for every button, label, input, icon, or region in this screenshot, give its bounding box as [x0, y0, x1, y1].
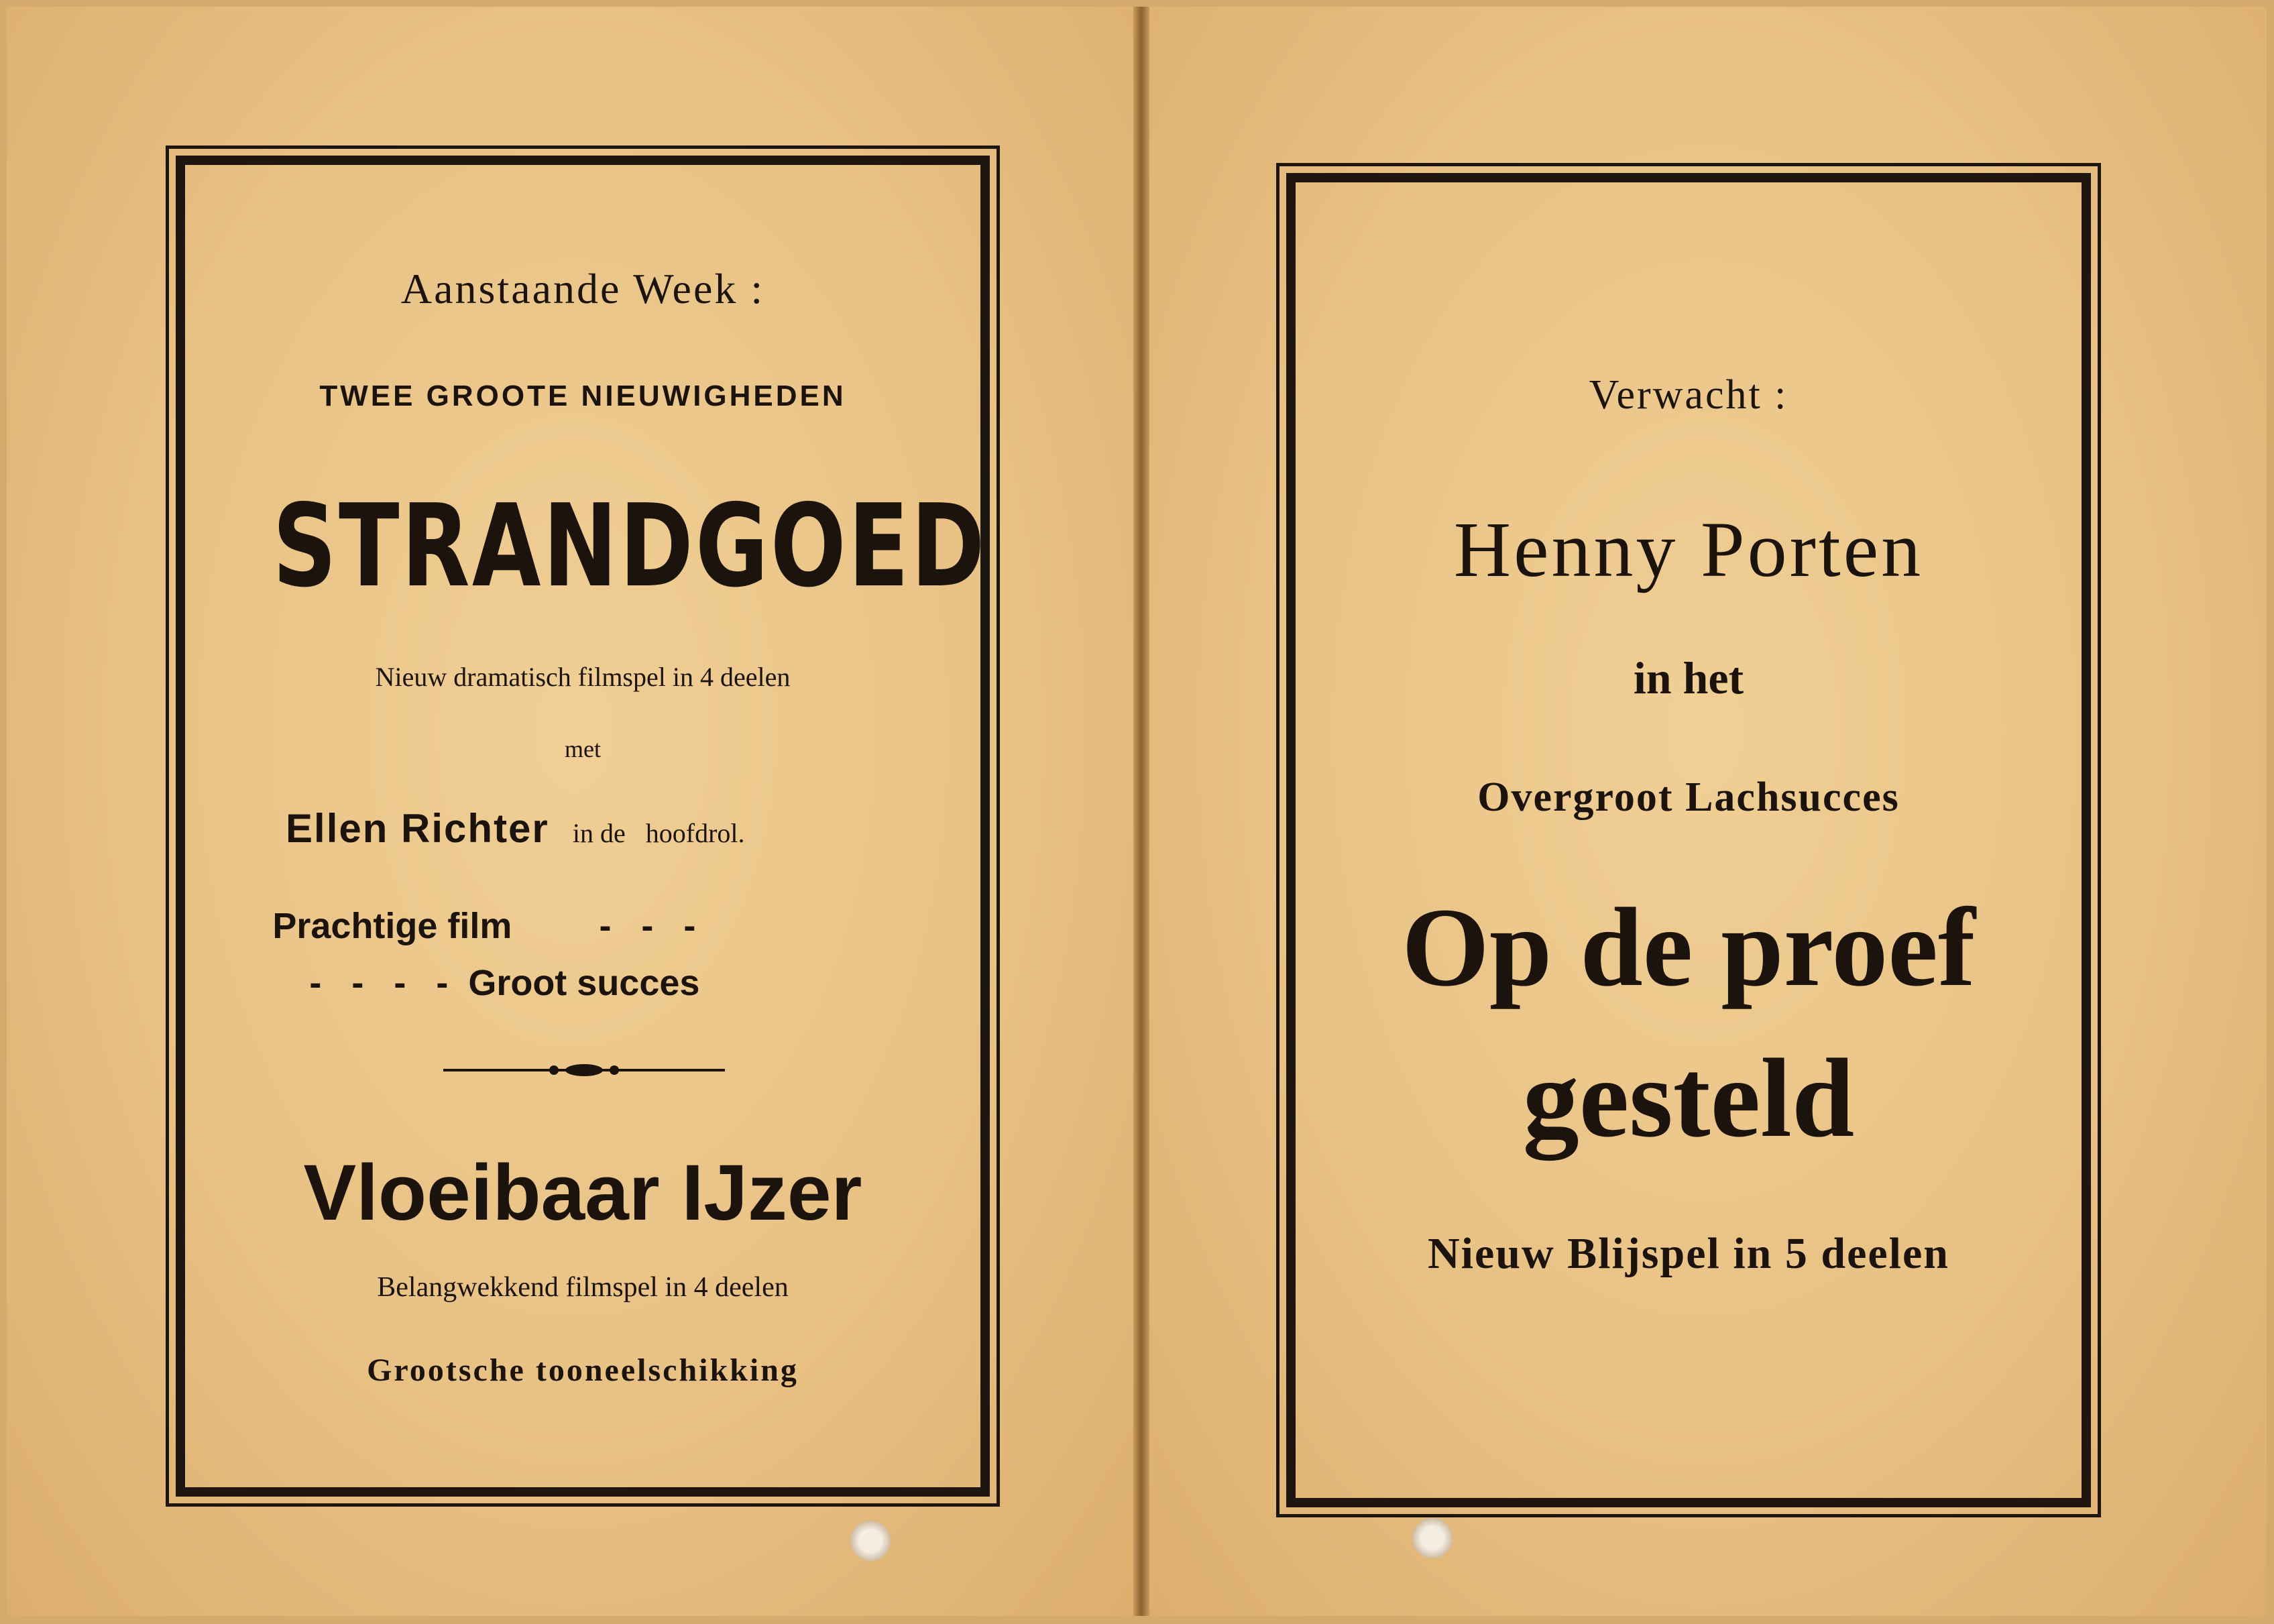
- film-description-strandgoed: Nieuw dramatisch filmspel in 4 deelen: [375, 662, 791, 692]
- film-title-line2: gesteld: [1522, 1036, 1855, 1161]
- film-title-line1: Op de proef: [1402, 885, 1976, 1010]
- praise-dashes-2: - - - -: [309, 963, 449, 1003]
- actress-henny-porten: Henny Porten: [1453, 506, 1924, 593]
- film-title-vloeibaar-ijzer: Vloeibaar IJzer: [303, 1149, 862, 1237]
- film-description-blijspel: Nieuw Blijspel in 5 deelen: [1427, 1229, 1950, 1278]
- left-ad-border: [176, 156, 990, 1497]
- punch-hole-left: [850, 1521, 891, 1561]
- film-title-strandgoed: STRANDGOED: [272, 480, 987, 613]
- praise-groot-succes: Groot succes: [468, 963, 700, 1003]
- praise-line-2: [296, 949, 699, 1017]
- film-description-vloeibaar-ijzer: Belangwekkend filmspel in 4 deelen: [377, 1272, 789, 1303]
- subheading-nieuwigheden: TWEE GROOTE NIEUWIGHEDEN: [319, 380, 846, 412]
- book-gutter: [1133, 7, 1149, 1616]
- praise-dashes-1: - - -: [599, 906, 696, 946]
- right-ad-border: [1286, 173, 2091, 1507]
- heading-verwacht: Verwacht :: [1589, 372, 1788, 418]
- actress-ellen-richter: Ellen Richter: [286, 806, 549, 851]
- heading-aanstaande-week: Aanstaande Week :: [400, 265, 765, 312]
- in-het-text: in het: [1633, 652, 1744, 703]
- role-text: in de hoofdrol.: [572, 818, 745, 848]
- with-text: met: [565, 736, 601, 762]
- punch-hole-right: [1412, 1518, 1453, 1558]
- starring-line: [286, 805, 745, 852]
- tagline-lachsucces: Overgroot Lachsucces: [1477, 774, 1900, 820]
- praise-prachtige-film: Prachtige film: [272, 906, 512, 946]
- divider-ornament: [443, 1060, 725, 1080]
- staging-note: Grootsche tooneelschikking: [367, 1352, 799, 1388]
